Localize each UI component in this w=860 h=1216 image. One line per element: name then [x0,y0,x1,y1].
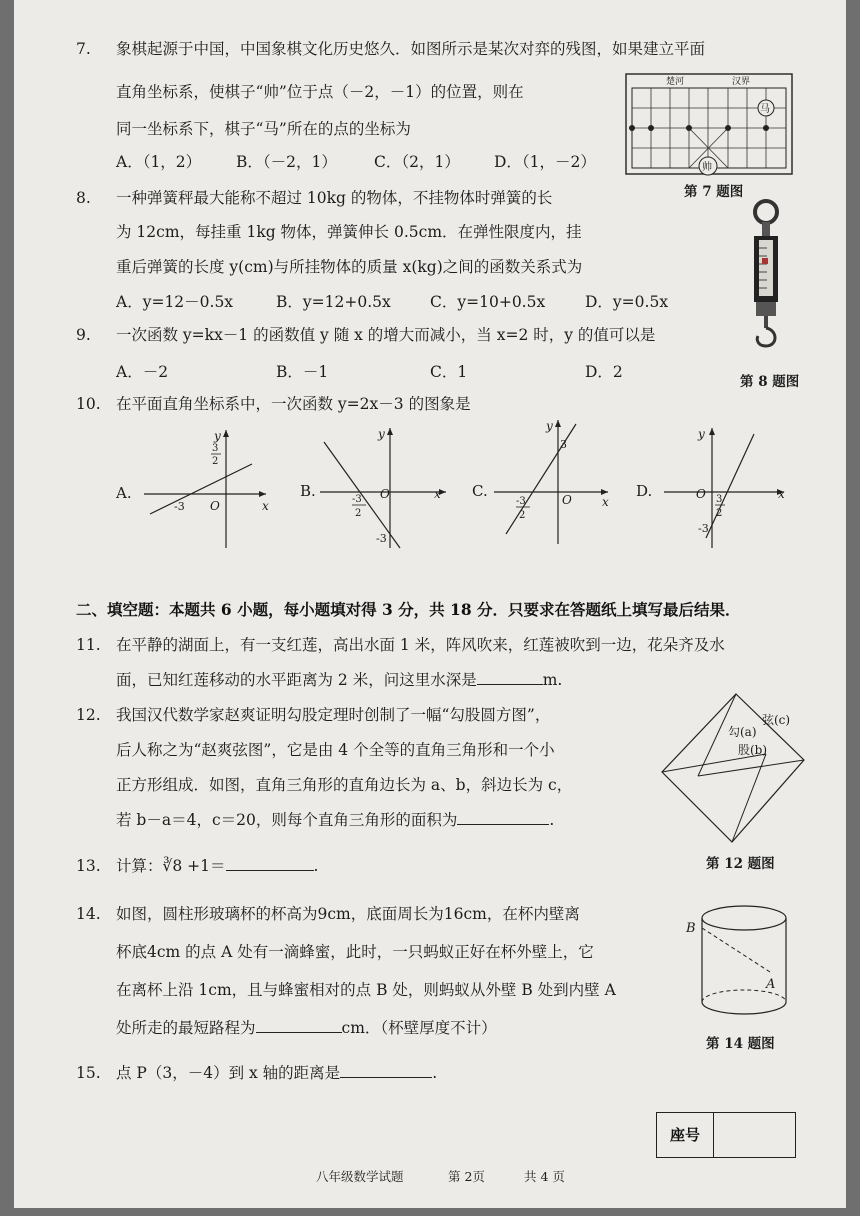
q10-graph-c-origin: O [562,493,572,507]
q10-graph-d [636,420,796,552]
q10-number: 10. [76,395,101,413]
q10-graph-a-y-label: y [214,429,221,443]
q14-point-b: B [686,921,696,936]
q14-cylinder-figure [684,900,794,1024]
q10-graph-d-y-label: y [698,427,705,441]
q12-line4-text: 若 b－a＝4，c＝20，则每个直角三角形的面积为 [116,811,458,829]
q13-line1 [116,856,318,876]
q7-option-c: C．（2，1） [374,153,460,171]
q7-river-right: 汉界 [732,77,751,87]
q10-graph-a [116,420,286,552]
q10-graph-b-tick-y: -3 [376,532,387,545]
q11-line2 [116,670,562,690]
q15-answer-blank [340,1063,432,1078]
q8-option-c: C．y=10+0.5x [430,293,546,311]
q14-point-a: A [766,977,776,992]
q9-line1: 一次函数 y=kx－1 的函数值 y 随 x 的增大而减小，当 x=2 时，y 的值可以是 [116,326,656,344]
q7-option-a: A．（1，2） [116,153,202,171]
q7-chessboard-figure [624,72,794,178]
q15-number: 15. [76,1064,101,1082]
q10-graph-b [300,420,460,552]
q12-label-gou: 勾(a) [728,725,757,739]
q7-river-left: 楚河 [666,77,685,87]
q9-option-c: C．1 [430,363,468,381]
q15-question-text: 点 P（3，－4）到 x 轴的距离是 [116,1064,341,1082]
q12-figure-caption: 第 12 题图 [706,856,775,872]
footer-total-pages: 共 4 页 [524,1169,565,1184]
q11-answer-blank [477,670,543,685]
q11-unit: m. [542,671,563,689]
q10-graph-a-x-label: x [262,499,269,513]
q7-option-b: B．（－2，1） [236,153,337,171]
q10-line1: 在平面直角坐标系中，一次函数 y=2x－3 的图象是 [116,395,471,413]
q10-graph-a-origin: O [210,499,220,513]
section-2-heading: 二、填空题：本题共 6 小题，每小题填对得 3 分，共 18 分．只要求在答题纸上填写最后结果． [76,600,741,619]
q12-label-gu: 股(b) [738,743,768,757]
q14-line4 [116,1018,497,1038]
q9-number: 9. [76,326,91,344]
q10-graph-d-label: D. [636,482,653,500]
q8-spring-scale-icon [742,196,790,356]
q10-graph-a-tick-x: -3 [174,500,185,513]
q12-label-xian: 弦(c) [762,713,791,727]
q12-line1: 我国汉代数学家赵爽证明勾股定理时创制了一幅“勾股圆方图”， [116,706,551,724]
q10-graph-a-tick-den: 2 [212,456,219,467]
q11-line1: 在平静的湖面上，有一支红莲，高出水面 1 米，阵风吹来，红莲被吹到一边，花朵齐及水 [116,636,725,654]
q7-piece-shuai: 帅 [702,162,712,173]
q12-period: . [549,811,555,829]
q14-figure-caption: 第 14 题图 [706,1036,775,1052]
q8-option-a: A．y=12－0.5x [116,293,234,311]
q12-line4 [116,810,554,830]
q10-graph-c-label: C. [472,482,488,500]
q14-unit-note: cm．（杯壁厚度不计） [341,1019,497,1037]
q14-line3: 在离杯上沿 1cm，且与蜂蜜相对的点 B 处，则蚂蚁从外壁 B 处到内壁 A [116,981,616,999]
q7-line2: 直角坐标系，使棋子“帅”位于点（－2，－1）的位置，则在 [116,83,524,101]
seat-number-label: 座号 [657,1113,714,1157]
q12-answer-blank [457,810,549,825]
q9-option-b: B．－1 [276,363,329,381]
q9-option-d: D．2 [585,363,623,381]
q10-graph-d-x-label: x [778,487,785,501]
q10-graph-d-origin: O [696,487,706,501]
q10-graph-c [472,412,622,552]
q14-answer-blank [256,1018,342,1033]
q14-line2: 杯底4cm 的点 A 处有一滴蜂蜜，此时，一只蚂蚁正好在杯外壁上，它 [116,943,594,961]
q8-line2: 为 12cm，每挂重 1kg 物体，弹簧伸长 0.5cm．在弹性限度内，挂 [116,223,582,241]
q13-expression: 计算：∛8 +1＝ [116,857,226,875]
q14-line1: 如图，圆柱形玻璃杯的杯高为9cm，底面周长为16cm，在杯内壁离 [116,905,580,923]
seat-number-box [656,1112,796,1158]
q7-figure-caption: 第 7 题图 [684,184,744,200]
q13-number: 13. [76,857,101,875]
q7-line1: 象棋起源于中国，中国象棋文化历史悠久．如图所示是某次对弈的残图，如果建立平面 [116,40,706,58]
footer-exam-title: 八年级数学试题 [316,1169,404,1184]
footer-page-number: 第 2页 [448,1169,485,1184]
q15-period: . [432,1064,438,1082]
q12-zhao-shuang-diagram [658,690,808,846]
q8-line3: 重后弹簧的长度 y(cm)与所挂物体的质量 x(kg)之间的函数关系式为 [116,258,583,276]
q12-number: 12. [76,706,101,724]
q7-line3: 同一坐标系下，棋子“马”所在的点的坐标为 [116,120,411,138]
q7-number: 7. [76,40,91,58]
q8-option-b: B．y=12+0.5x [276,293,391,311]
q8-line1: 一种弹簧秤最大能称不超过 10kg 的物体，不挂物体时弹簧的长 [116,189,553,207]
q10-graph-a-tick-num: 3 [212,443,219,454]
q10-graph-b-y-label: y [378,427,385,441]
q10-graph-d-tick-y: -3 [698,522,709,535]
q8-figure-caption: 第 8 题图 [740,374,800,390]
q10-graph-a-label: A. [116,484,132,502]
q8-number: 8. [76,189,91,207]
q11-line2-text: 面，已知红莲移动的水平距离为 2 米，问这里水深是 [116,671,477,689]
q10-graph-b-tick-den: 2 [355,508,362,519]
q10-graph-b-tick-num: -3 [352,494,362,505]
q12-line2: 后人称之为“赵爽弦图”，它是由 4 个全等的直角三角形和一个小 [116,741,555,759]
q10-graph-d-tick-den: 2 [716,508,723,519]
q14-line4-text: 处所走的最短路程为 [116,1019,256,1037]
q10-graph-d-tick-num: 3 [716,494,723,505]
q13-period: . [313,857,319,875]
q10-graph-c-y-label: y [546,419,553,433]
q14-number: 14. [76,905,101,923]
q10-graph-c-tick-y: 3 [560,438,567,451]
q11-number: 11. [76,636,101,654]
q15-line1 [116,1063,437,1083]
q9-option-a: A．－2 [116,363,169,381]
q10-graph-b-label: B. [300,482,316,500]
q12-line3: 正方形组成．如图，直角三角形的直角边长为 a、b，斜边长为 c， [116,776,573,794]
q7-piece-ma: 马 [760,104,770,115]
q10-graph-b-x-label: x [434,487,441,501]
q13-answer-blank [226,856,314,871]
q7-option-d: D．（1，－2） [494,153,596,171]
q10-graph-c-tick-den: 2 [519,510,526,521]
q10-graph-c-x-label: x [602,495,609,509]
q8-option-d: D．y=0.5x [585,293,669,311]
q10-graph-c-tick-num: -3 [516,496,526,507]
q10-graph-b-origin: O [380,487,390,501]
